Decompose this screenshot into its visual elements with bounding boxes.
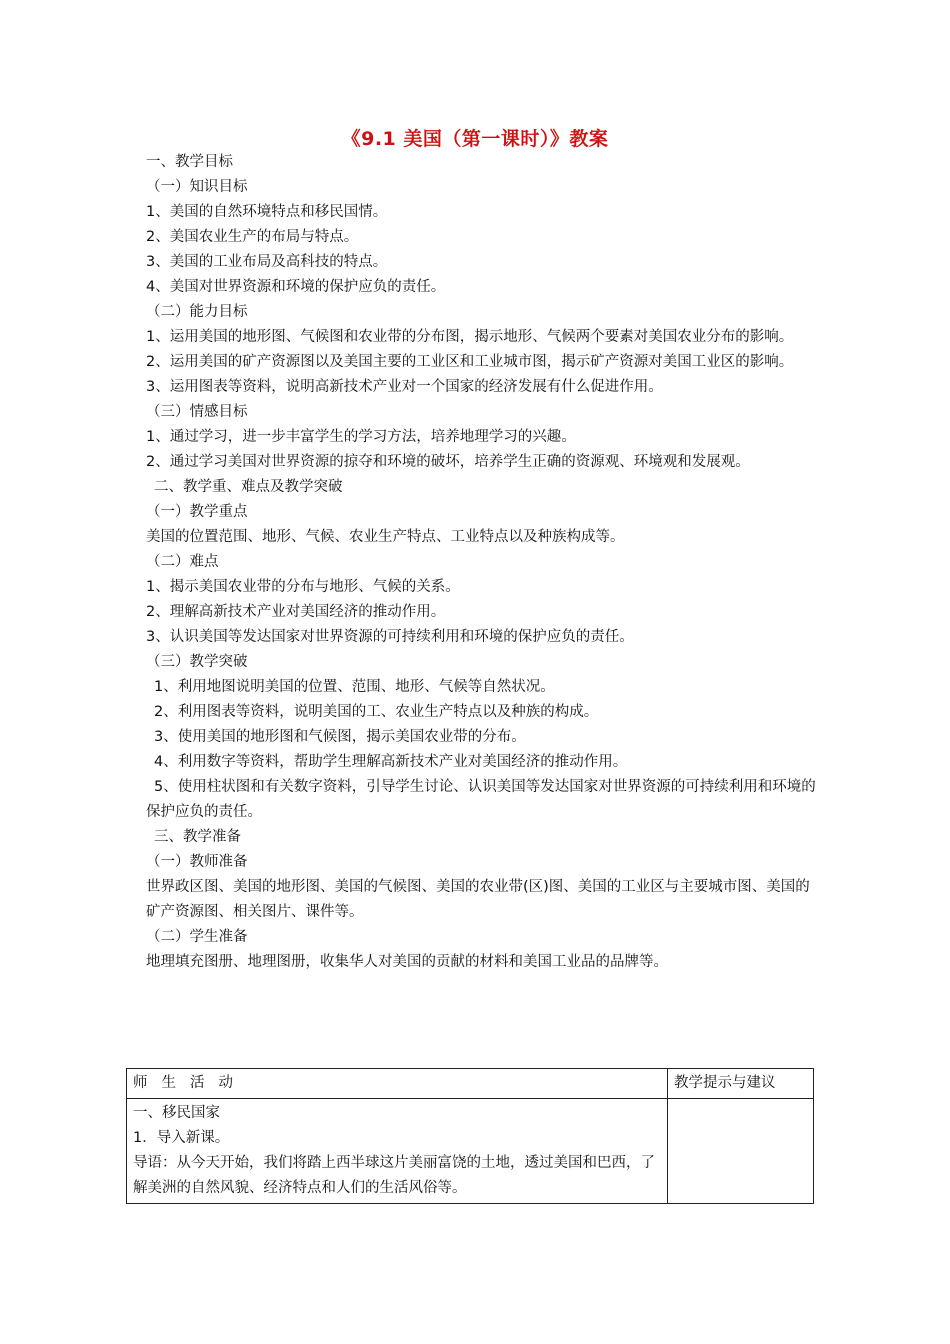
list-item: 2、理解高新技术产业对美国经济的推动作用。 bbox=[146, 604, 446, 620]
list-item: 1、通过学习，进一步丰富学生的学习方法，培养地理学习的兴趣。 bbox=[146, 429, 576, 445]
list-item: 1、利用地图说明美国的位置、范围、地形、气候等自然状况。 bbox=[154, 679, 555, 695]
list-item: 1、运用美国的地形图、气候图和农业带的分布图，揭示地形、气候两个要素对美国农业分布的影响。 bbox=[146, 329, 794, 345]
tips-cell bbox=[668, 1099, 814, 1204]
table-row bbox=[127, 1099, 814, 1204]
list-item: 2、通过学习美国对世界资源的掠夺和环境的破坏，培养学生正确的资源观、环境观和发展观。 bbox=[146, 454, 750, 470]
activity-intro: 导语：从今天开始，我们将踏上西半球这片美丽富饶的土地，透过美国和巴西，了解美洲的自然风貌、经济特点和人们的生活风俗等。 bbox=[133, 1155, 655, 1196]
list-item: 5、使用柱状图和有关数字资料，引导学生讨论、认识美国等发达国家对世界资源的可持续利用和环境的保护应负的责任。 bbox=[146, 779, 816, 820]
list-item: 4、美国对世界资源和环境的保护应负的责任。 bbox=[146, 279, 446, 295]
paragraph: 地理填充图册、地理图册，收集华人对美国的贡献的材料和美国工业品的品牌等。 bbox=[146, 954, 668, 970]
activity-section: 一、移民国家 bbox=[133, 1105, 220, 1121]
list-item: 2、运用美国的矿产资源图以及美国主要的工业区和工业城市图，揭示矿产资源对美国工业区的影响。 bbox=[146, 354, 794, 370]
document-title: 《9.1 美国（第一课时）》教案 bbox=[341, 128, 609, 150]
section-heading: 三、教学准备 bbox=[154, 829, 241, 845]
paragraph: 世界政区图、美国的地形图、美国的气候图、美国的农业带(区)图、美国的工业区与主要城市图、美国的矿产资源图、相关图片、课件等。 bbox=[146, 879, 810, 920]
subsection-heading: （三）教学突破 bbox=[146, 654, 248, 670]
document-body bbox=[146, 150, 816, 975]
table-header-row bbox=[127, 1069, 814, 1099]
subsection-heading: （二）学生准备 bbox=[146, 929, 248, 945]
list-item: 1、揭示美国农业带的分布与地形、气候的关系。 bbox=[146, 579, 460, 595]
lesson-table bbox=[126, 1068, 814, 1204]
header-activity: 师生活动 bbox=[127, 1069, 668, 1099]
list-item: 2、利用图表等资料，说明美国的工、农业生产特点以及种族的构成。 bbox=[154, 704, 599, 720]
header-tips: 教学提示与建议 bbox=[668, 1069, 814, 1099]
list-item: 3、使用美国的地形图和气候图，揭示美国农业带的分布。 bbox=[154, 729, 526, 745]
subsection-heading: （二）难点 bbox=[146, 554, 219, 570]
list-item: 4、利用数字等资料，帮助学生理解高新技术产业对美国经济的推动作用。 bbox=[154, 754, 628, 770]
list-item: 3、美国的工业布局及高科技的特点。 bbox=[146, 254, 388, 270]
section-heading: 一、教学目标 bbox=[146, 154, 233, 170]
subsection-heading: （一）教师准备 bbox=[146, 854, 248, 870]
subsection-heading: （一）教学重点 bbox=[146, 504, 248, 520]
subsection-heading: （三）情感目标 bbox=[146, 404, 248, 420]
subsection-heading: （二）能力目标 bbox=[146, 304, 248, 320]
activity-step: 1．导入新课。 bbox=[133, 1130, 230, 1146]
list-item: 3、运用图表等资料，说明高新技术产业对一个国家的经济发展有什么促进作用。 bbox=[146, 379, 663, 395]
list-item: 1、美国的自然环境特点和移民国情。 bbox=[146, 204, 388, 220]
subsection-heading: （一）知识目标 bbox=[146, 179, 248, 195]
activity-cell bbox=[127, 1099, 668, 1204]
paragraph: 美国的位置范围、地形、气候、农业生产特点、工业特点以及种族构成等。 bbox=[146, 529, 625, 545]
list-item: 2、美国农业生产的布局与特点。 bbox=[146, 229, 359, 245]
list-item: 3、认识美国等发达国家对世界资源的可持续利用和环境的保护应负的责任。 bbox=[146, 629, 634, 645]
section-heading: 二、教学重、难点及教学突破 bbox=[154, 479, 343, 495]
